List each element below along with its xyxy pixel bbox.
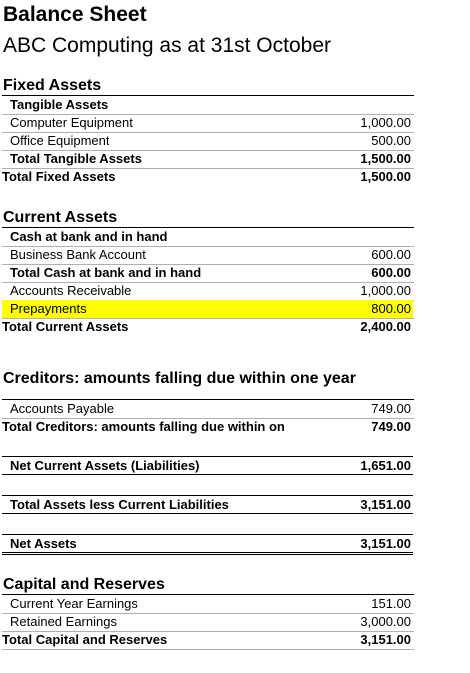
row-label: Business Bank Account xyxy=(10,247,146,262)
row-value: 1,000.00 xyxy=(360,115,411,130)
current-assets-heading: Current Assets xyxy=(3,209,118,226)
row-label: Total Fixed Assets xyxy=(2,169,116,184)
row-total-assets-less-current-liabilities xyxy=(2,495,413,514)
row-value: 151.00 xyxy=(371,596,411,611)
row-divider xyxy=(2,649,414,650)
row-accounts-receivable xyxy=(2,282,413,300)
row-label: Net Assets xyxy=(10,536,77,551)
row-label: Total Cash at bank and in hand xyxy=(10,265,202,280)
row-computer-equipment xyxy=(2,114,413,132)
row-label: Cash at bank and in hand xyxy=(10,229,168,244)
row-label: Tangible Assets xyxy=(10,97,109,112)
row-total-creditors xyxy=(2,418,413,436)
row-value: 749.00 xyxy=(371,401,411,416)
row-net-current-assets xyxy=(2,456,413,475)
row-total-fixed-assets xyxy=(2,168,413,186)
row-label: Net Current Assets (Liabilities) xyxy=(10,458,200,473)
row-label: Computer Equipment xyxy=(10,115,133,130)
row-label: Accounts Receivable xyxy=(10,283,132,298)
row-prepayments xyxy=(2,300,413,318)
row-total-cash xyxy=(2,264,413,282)
row-current-year-earnings xyxy=(2,595,413,613)
row-label: Total Current Assets xyxy=(2,319,129,334)
cash-heading xyxy=(2,228,413,246)
row-label: Current Year Earnings xyxy=(10,596,138,611)
row-value: 3,151.00 xyxy=(360,536,411,551)
page-title: Balance Sheet xyxy=(3,3,147,26)
row-value: 749.00 xyxy=(371,419,411,434)
row-total-current-assets xyxy=(2,318,413,336)
row-value: 600.00 xyxy=(371,247,411,262)
page-subtitle: ABC Computing as at 31st October xyxy=(3,34,331,57)
tangible-assets-heading xyxy=(2,96,413,114)
row-value: 500.00 xyxy=(371,133,411,148)
row-label: Office Equipment xyxy=(10,133,110,148)
row-total-capital-reserves xyxy=(2,631,413,649)
row-value: 1,500.00 xyxy=(360,169,411,184)
row-label: Total Capital and Reserves xyxy=(2,632,168,647)
row-label: Retained Earnings xyxy=(10,614,117,629)
row-value: 1,000.00 xyxy=(360,283,411,298)
creditors-heading: Creditors: amounts falling due within one year xyxy=(3,370,356,387)
row-value: 3,000.00 xyxy=(360,614,411,629)
row-label: Prepayments xyxy=(10,301,87,316)
row-value: 2,400.00 xyxy=(360,319,411,334)
row-label: Total Creditors: amounts falling due within on xyxy=(2,419,285,434)
row-label: Total Assets less Current Liabilities xyxy=(10,497,229,512)
row-net-assets xyxy=(2,534,413,555)
row-office-equipment xyxy=(2,132,413,150)
row-accounts-payable xyxy=(2,400,413,418)
row-value: 3,151.00 xyxy=(360,632,411,647)
row-label: Accounts Payable xyxy=(10,401,115,416)
capital-reserves-heading: Capital and Reserves xyxy=(3,576,165,593)
row-total-tangible-assets xyxy=(2,150,413,168)
row-value: 800.00 xyxy=(371,301,411,316)
row-value: 1,651.00 xyxy=(360,458,411,473)
fixed-assets-heading: Fixed Assets xyxy=(3,77,102,94)
row-retained-earnings xyxy=(2,613,413,631)
row-value: 1,500.00 xyxy=(360,151,411,166)
row-business-bank-account xyxy=(2,246,413,264)
row-value: 3,151.00 xyxy=(360,497,411,512)
row-value: 600.00 xyxy=(371,265,411,280)
row-label: Total Tangible Assets xyxy=(10,151,142,166)
